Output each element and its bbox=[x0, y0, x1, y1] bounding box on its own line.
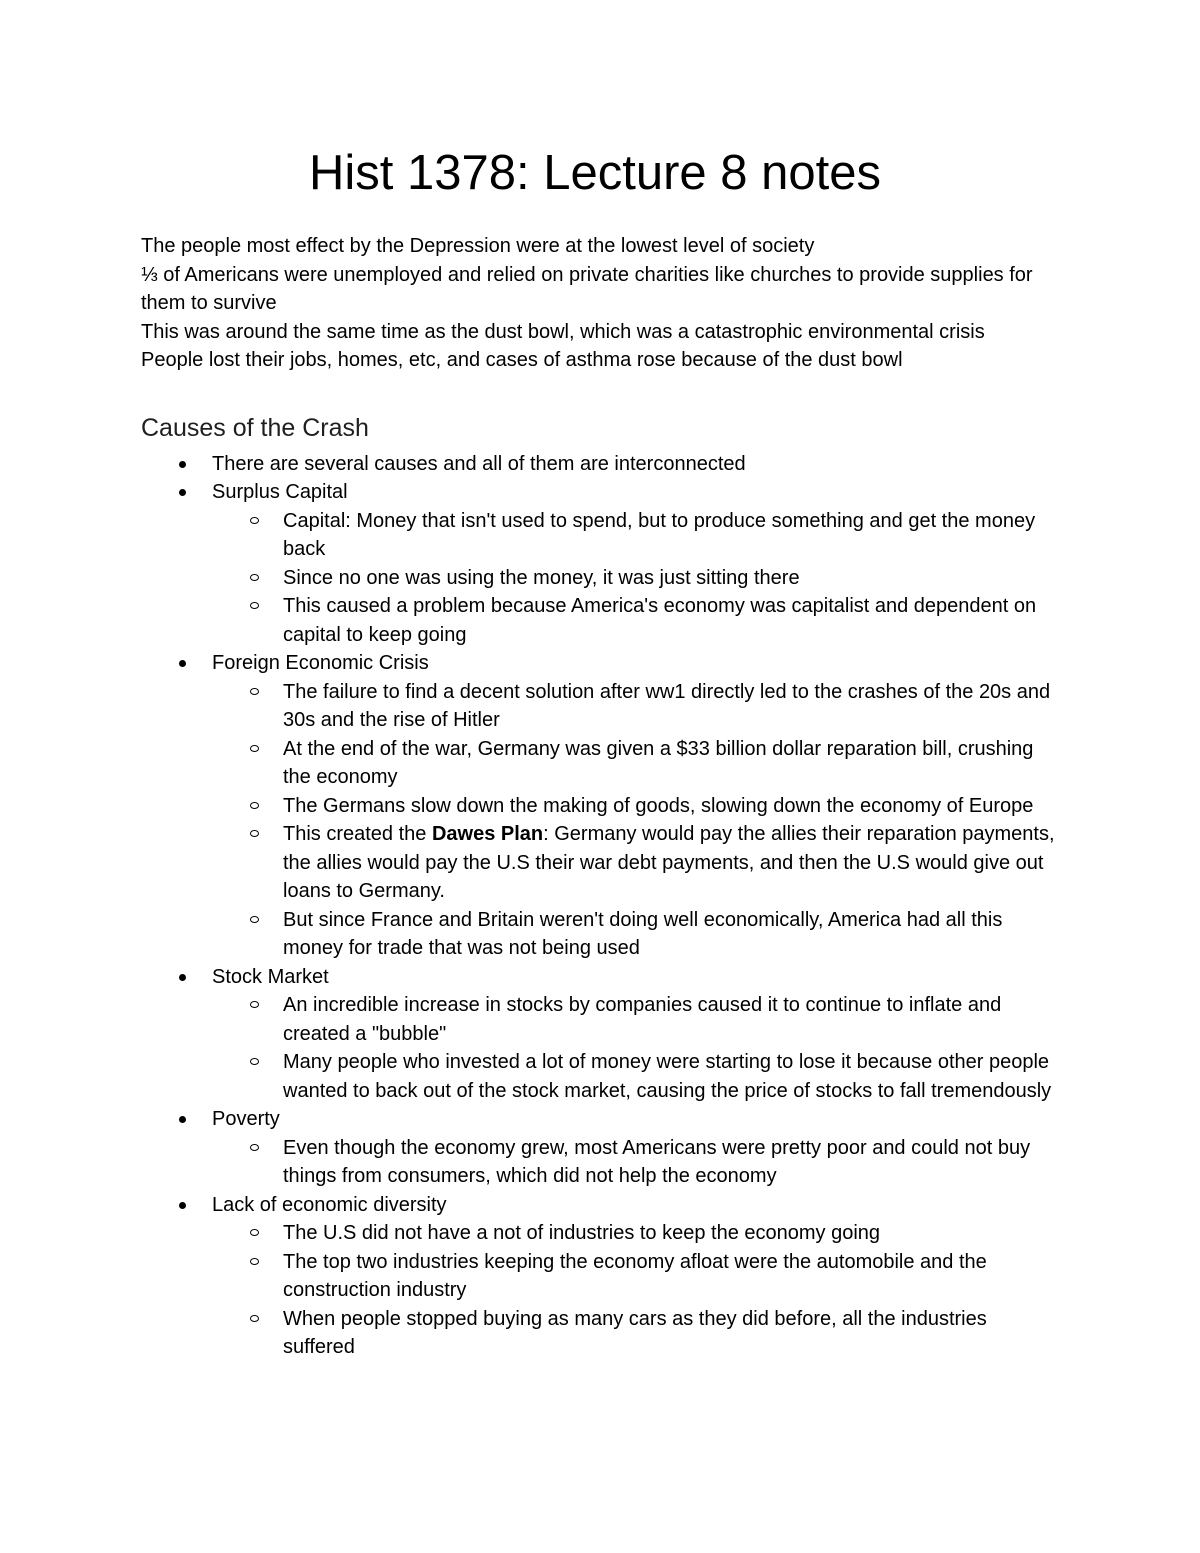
section-heading: Causes of the Crash bbox=[141, 413, 369, 442]
list-item-label: Foreign Economic Crisis bbox=[212, 652, 429, 675]
list-item bbox=[141, 963, 1071, 1106]
list-item bbox=[141, 1191, 1071, 1362]
bullet-circle-icon bbox=[250, 802, 259, 809]
intro-paragraphs bbox=[141, 232, 1071, 375]
causes-list bbox=[141, 450, 1071, 1362]
bullet-circle-icon bbox=[250, 1229, 259, 1236]
sub-list-item-label: The top two industries keeping the economy afloat were the automobile and the construction industry bbox=[283, 1250, 987, 1302]
bullet-disc-icon bbox=[179, 461, 186, 468]
document-page bbox=[141, 140, 1071, 1362]
bullet-circle-icon bbox=[250, 688, 259, 695]
list-item-label: Poverty bbox=[212, 1108, 280, 1131]
bullet-disc-icon bbox=[179, 1116, 186, 1123]
list-item-label: There are several causes and all of them are interconnected bbox=[212, 452, 746, 475]
bullet-circle-icon bbox=[250, 830, 259, 837]
sub-list-item-label: The failure to find a decent solution after ww1 directly led to the crashes of the 20s and 30s and the rise of Hitler bbox=[283, 680, 1051, 732]
sub-list-item bbox=[212, 991, 1071, 1048]
bullet-circle-icon bbox=[250, 517, 259, 524]
sub-list-item-label: This caused a problem because America's economy was capitalist and dependent on capital to keep going bbox=[283, 595, 1037, 646]
bullet-disc-icon bbox=[179, 1202, 186, 1209]
sub-list-item bbox=[212, 906, 1071, 963]
bullet-circle-icon bbox=[250, 1315, 259, 1322]
list-item bbox=[141, 1105, 1071, 1191]
intro-line: The people most effect by the Depression were at the lowest level of society bbox=[141, 235, 815, 257]
sub-list-item bbox=[212, 1248, 1071, 1305]
sub-list-item bbox=[212, 792, 1071, 821]
sub-list-item bbox=[212, 1219, 1071, 1248]
bullet-disc-icon bbox=[179, 660, 186, 667]
bullet-circle-icon bbox=[250, 1058, 259, 1065]
list-item bbox=[141, 649, 1071, 963]
sub-list-item bbox=[212, 592, 1071, 649]
list-item bbox=[141, 450, 1071, 479]
sub-list-item bbox=[212, 735, 1071, 792]
dawes-plan-text bbox=[283, 820, 1063, 906]
sub-list-item-label: Capital: Money that isn't used to spend, but to produce something and get the money back bbox=[283, 509, 1036, 561]
intro-line: This was around the same time as the dust bowl, which was a catastrophic environmental crisis bbox=[141, 320, 985, 343]
sub-list-item bbox=[212, 1134, 1071, 1191]
sub-list-item-label: Many people who invested a lot of money were starting to lose it because other people wanted to back out of the stock market, causing the price of stocks to fall tremendously bbox=[283, 1051, 1052, 1102]
bullet-circle-icon bbox=[250, 916, 259, 923]
list-item-label: Surplus Capital bbox=[212, 481, 348, 504]
document-title: Hist 1378: Lecture 8 notes bbox=[308, 146, 882, 200]
bullet-disc-icon bbox=[179, 974, 186, 981]
sub-list-item bbox=[212, 820, 1071, 906]
sub-list bbox=[212, 991, 1071, 1105]
bullet-circle-icon bbox=[250, 1258, 259, 1265]
sub-list-item-label: At the end of the war, Germany was given a $33 billion dollar reparation bill, crushing the economy bbox=[283, 737, 1034, 789]
bullet-circle-icon bbox=[250, 574, 259, 581]
sub-list-item bbox=[212, 507, 1071, 564]
list-item bbox=[141, 478, 1071, 649]
bullet-circle-icon bbox=[250, 1001, 259, 1008]
sub-list-item bbox=[212, 678, 1071, 735]
intro-line: ⅓ of Americans were unemployed and relied on private charities like churches to provide supplies for them to survive bbox=[141, 263, 1033, 315]
bullet-circle-icon bbox=[250, 602, 259, 609]
sub-list bbox=[212, 1134, 1071, 1191]
sub-list-item bbox=[212, 1305, 1071, 1362]
sub-list bbox=[212, 678, 1071, 963]
sub-list-item-label: An incredible increase in stocks by companies caused it to continue to inflate and created a "bubble" bbox=[283, 994, 1002, 1045]
sub-list-item-label: When people stopped buying as many cars as they did before, all the industries suffered bbox=[283, 1307, 987, 1359]
dawes-suffix: : Germany would pay the allies their reparation payments, the allies would pay the U.S their war debt payments, and then the U.S would give out loans to Germany. bbox=[283, 823, 1055, 903]
dawes-plan-term: Dawes Plan bbox=[431, 823, 544, 846]
sub-list-item-label: The U.S did not have a not of industries to keep the economy going bbox=[283, 1222, 881, 1245]
sub-list-item-label: Even though the economy grew, most Americans were pretty poor and could not buy things from consumers, which did not help the economy bbox=[283, 1136, 1031, 1188]
list-item-label: Stock Market bbox=[212, 965, 329, 988]
sub-list-item-label: But since France and Britain weren't doing well economically, America had all this money for trade that was not being used bbox=[283, 908, 1003, 960]
bullet-disc-icon bbox=[179, 489, 186, 496]
dawes-prefix: This created the bbox=[283, 823, 432, 846]
sub-list bbox=[212, 1219, 1071, 1362]
list-item-label: Lack of economic diversity bbox=[212, 1193, 447, 1216]
sub-list-item bbox=[212, 564, 1071, 593]
sub-list bbox=[212, 507, 1071, 650]
bullet-circle-icon bbox=[250, 745, 259, 752]
bullet-circle-icon bbox=[250, 1144, 259, 1151]
sub-list-item bbox=[212, 1048, 1071, 1105]
sub-list-item-label: The Germans slow down the making of goods, slowing down the economy of Europe bbox=[283, 794, 1034, 817]
sub-list-item-label: Since no one was using the money, it was just sitting there bbox=[283, 566, 800, 589]
intro-line: People lost their jobs, homes, etc, and cases of asthma rose because of the dust bowl bbox=[141, 349, 903, 372]
